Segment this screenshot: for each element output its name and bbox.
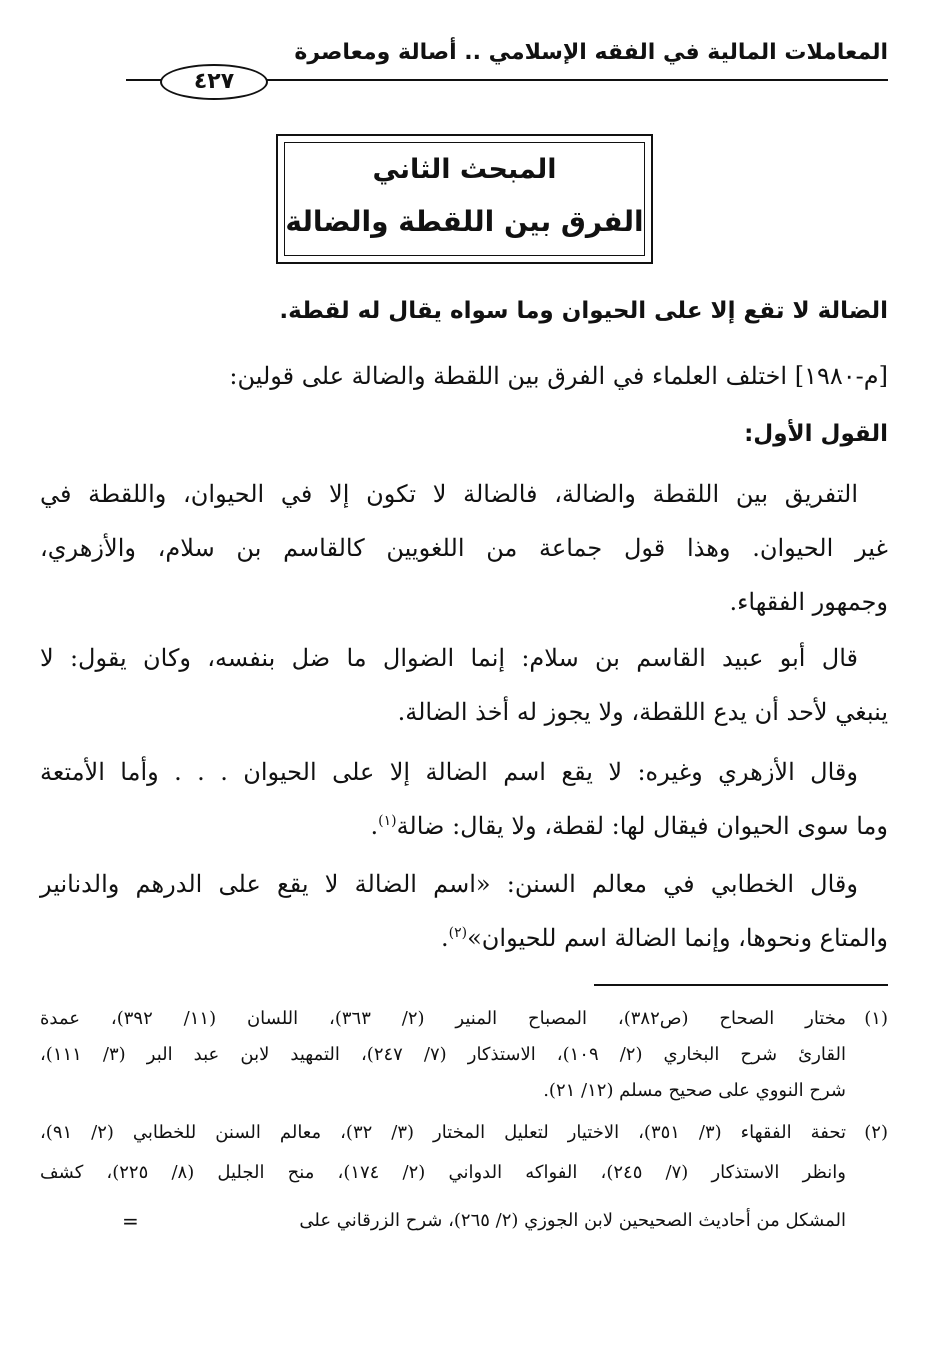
paragraph-4-end: . — [441, 924, 449, 952]
footnote-ref-2: (٢) — [448, 925, 468, 941]
paragraph-4-line-2 — [40, 918, 888, 958]
paragraph-3-line-2-text: وما سوى الحيوان فيقال لها: لقطة، ولا يقال: ضالة — [396, 812, 888, 840]
running-header-title: المعاملات المالية في الفقه الإسلامي .. أصالة ومعاصرة — [294, 40, 888, 65]
footnote-2-line-2: وانظر الاستذكار (٧/ ٢٤٥)، الفواكه الدواني (٢/ ١٧٤)، منح الجليل (٨/ ٢٢٥)، كشف — [40, 1162, 846, 1183]
footnote-1-line-1 — [40, 1004, 888, 1034]
footnote-ref-1: (١) — [378, 813, 397, 829]
footnote-2-line-1 — [40, 1118, 888, 1148]
first-view-heading: القول الأول: — [744, 421, 888, 447]
paragraph-1-line-3: وجمهور الفقهاء. — [729, 588, 888, 616]
paragraph-1-line-1: التفريق بين اللقطة والضالة، فالضالة لا تكون إلا في الحيوان، واللقطة في — [40, 480, 858, 508]
footnote-2-line-3: المشكل من أحاديث الصحيحين لابن الجوزي (٢/ ٢٦٥)، شرح الزرقاني على — [299, 1210, 846, 1231]
section-title-heading: المبحث الثاني — [372, 154, 557, 185]
footnote-2-marker: (٢) — [864, 1122, 888, 1143]
footnote-separator — [594, 984, 888, 986]
paragraph-3-line-1: وقال الأزهري وغيره: لا يقع اسم الضالة إلا على الحيوان . . . وأما الأمتعة — [40, 758, 858, 786]
item-intro: [م-١٩٨٠] اختلف العلماء في الفرق بين اللقطة والضالة على قولين: — [229, 362, 888, 390]
footnote-1-line-3: شرح النووي على صحيح مسلم (١٢/ ٢١). — [543, 1080, 846, 1101]
paragraph-4-line-1: وقال الخطابي في معالم السنن: «اسم الضالة لا يقع على الدرهم والدنانير — [40, 870, 858, 898]
lead-statement: الضالة لا تقع إلا على الحيوان وما سواه يقال له لقطة. — [279, 298, 888, 324]
footnote-1-line-2: القارئ شرح البخاري (٢/ ١٠٩)، الاستذكار (٧/ ٢٤٧)، التمهيد لابن عبد البر (٣/ ١١١)، — [40, 1044, 846, 1065]
page-number: ٤٢٧ — [160, 64, 268, 100]
footnote-2-line-1-text: تحفة الفقهاء (٣/ ٣٥١)، الاختيار لتعليل المختار (٣/ ٣٢)، معالم السنن للخطابي (٢/ ٩١)، — [40, 1122, 846, 1143]
paragraph-3-line-2 — [40, 806, 888, 846]
paragraph-4-line-2-text: والمتاع ونحوها، وإنما الضالة اسم للحيوان» — [467, 924, 888, 952]
paragraph-2-line-2: ينبغي لأحد أن يدع اللقطة، ولا يجوز له أخذ الضالة. — [397, 698, 888, 726]
footnote-1-marker: (١) — [864, 1008, 888, 1029]
section-title-subheading: الفرق بين اللقطة والضالة — [285, 205, 644, 238]
footnote-1-line-1-text: مختار الصحاح (ص٣٨٢)، المصباح المنير (٢/ ٣٦٣)، اللسان (١١/ ٣٩٢)، عمدة — [40, 1008, 846, 1029]
paragraph-2-line-1: قال أبو عبيد القاسم بن سلام: إنما الضوال ما ضل بنفسه، وكان يقول: لا — [40, 644, 858, 672]
section-title-box — [276, 134, 653, 264]
paragraph-3-end: . — [370, 812, 379, 840]
paragraph-1-line-2: غير الحيوان. وهذا قول جماعة من اللغويين كالقاسم بن سلام، والأزهري، — [40, 534, 888, 562]
continuation-mark: = — [122, 1209, 139, 1233]
